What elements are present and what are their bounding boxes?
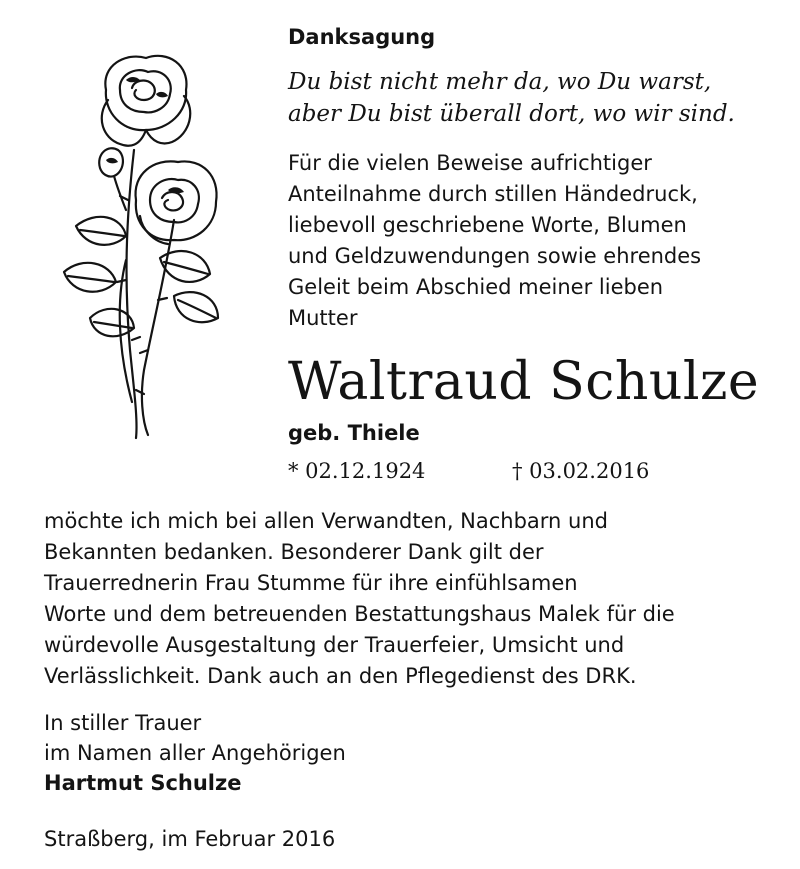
text-line: würdevolle Ausgestaltung der Trauerfeier, Umsicht und xyxy=(44,633,625,657)
text-line: Mutter xyxy=(288,306,358,330)
rose-illustration-icon xyxy=(56,50,226,442)
motto-line: aber Du bist überall dort, wo wir sind. xyxy=(288,101,735,127)
text-line: Trauerrednerin Frau Stumme für ihre einfühlsamen xyxy=(44,571,578,595)
notice-heading: Danksagung xyxy=(288,25,436,49)
text-line: und Geldzuwendungen sowie ehrendes xyxy=(288,244,702,268)
motto-line: Du bist nicht mehr da, wo Du warst, xyxy=(288,69,712,95)
place-date: Straßberg, im Februar 2016 xyxy=(44,827,336,851)
text-line: liebevoll geschriebene Worte, Blumen xyxy=(288,213,687,237)
deceased-name: Waltraud Schulze xyxy=(288,352,760,412)
text-line: Anteilnahme durch stillen Händedruck, xyxy=(288,182,698,206)
text-line: Verlässlichkeit. Dank auch an den Pflegedienst des DRK. xyxy=(44,664,637,688)
maiden-name: geb. Thiele xyxy=(288,421,420,445)
text-line: Geleit beim Abschied meiner lieben xyxy=(288,275,664,299)
signer-name: Hartmut Schulze xyxy=(44,771,242,795)
closing-block xyxy=(44,708,764,798)
text-line: Worte und dem betreuenden Bestattungshaus Malek für die xyxy=(44,602,675,626)
death-date: † 03.02.2016 xyxy=(512,459,650,483)
text-line: möchte ich mich bei allen Verwandten, Nachbarn und xyxy=(44,509,608,533)
intro-paragraph xyxy=(288,148,778,334)
text-line: Für die vielen Beweise aufrichtiger xyxy=(288,151,652,175)
birth-date: * 02.12.1924 xyxy=(288,459,426,483)
closing-line: In stiller Trauer xyxy=(44,711,202,735)
life-dates xyxy=(288,456,778,486)
text-line: Bekannten bedanken. Besonderer Dank gilt der xyxy=(44,540,544,564)
closing-line: im Namen aller Angehörigen xyxy=(44,741,346,765)
thanks-paragraph xyxy=(44,506,764,692)
motto-quote xyxy=(288,66,778,130)
